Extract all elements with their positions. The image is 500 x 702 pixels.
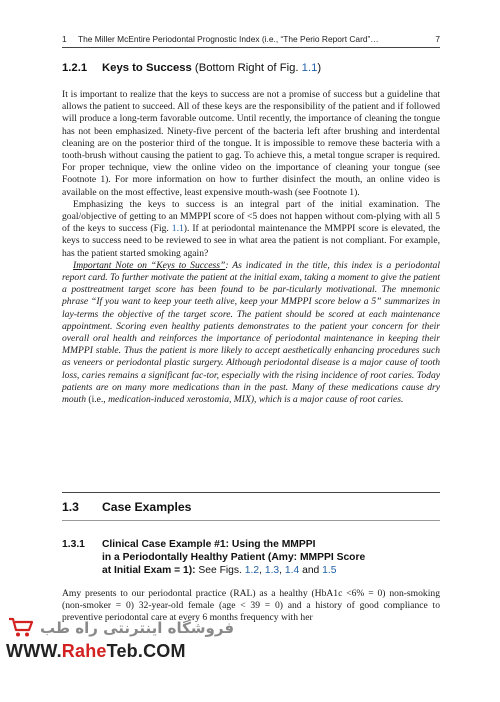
paragraph-important-note: [62, 260, 440, 406]
section-number: 1.3: [62, 500, 79, 514]
header-rule: [62, 47, 440, 48]
figure-link-1-4[interactable]: 1.4: [284, 565, 300, 577]
paragraph-emphasizing: [62, 199, 440, 260]
section-rule-bottom: [62, 520, 440, 521]
section-rule-top: [62, 492, 440, 493]
shopping-cart-icon: [8, 616, 34, 638]
paragraph-keys-intro: It is important to realize that the keys to success are not a promise of success but a guideline that allows the patient to succeed. All of these keys are the responsibility of the patient and if followed will produce a long-term favorable outcome. Until recently, the importance of cleaning the tongue has not been emphasized. Ninety-five percent of the bacteria left after brushing and interdental cleaning are on the posterior third of the tongue. It is impossible to remove these bacteria with a tooth-brush without causing the patient to gag. To achieve this, a metal tongue scraper is required. For proper technique, view the online video on the importance of cleaning your tongue (see Footnote 1). For more information on how to further disinfect the mouth, an online video is available on the most effective, least expensive mouth-wash (see Footnote 1).: [62, 89, 440, 198]
figure-link-1-1[interactable]: 1.1: [301, 62, 318, 74]
watermark-rahe: Rahe: [61, 641, 107, 661]
figure-link-1-1-inline[interactable]: 1.1: [171, 223, 184, 235]
heading-sep: ,: [279, 565, 285, 577]
note-text-ie: (i.e.,: [88, 394, 106, 406]
note-text: : As indicated in the title, this index is a periodontal report card. To further motivate the patient at the initial exam, taking a moment to give the patient a posttreatment target score has been found to be par-ticularly motivational. The mnemonic phrase “If you want to keep your teeth alive, keep your MMPPI score below a 5” summarizes in lay-terms the objective of the target score. The patient should be scored at each maintenance appointment. Scoring even healthy patients demonstrates to the patient your concern for their overall oral health and reinforces the importance of periodontal maintenance in keeping their MMPPI stable. Thus the patient is more likely to accept aesthetically enhancing procedures such as veneers or periodontal plastic surgery. Although periodontal disease is a major cause of tooth loss, caries remains a significant fac-tor, especially with the rising incidence of root caries. Today patients are on many more medications than in the past. Many of these medications cause dry mouth: [62, 259, 440, 406]
chapter-number: 1: [62, 34, 67, 44]
watermark-www: WWW.: [6, 641, 62, 661]
heading-line-2: in a Periodontally Healthy Patient (Amy: MMPPI Score: [102, 552, 366, 564]
watermark-com: .COM: [137, 641, 186, 661]
body-text-1: [62, 89, 440, 406]
section-title-bold: Keys to Success: [102, 62, 192, 74]
section-subtitle-close: ): [317, 62, 322, 74]
watermark-url: [6, 641, 186, 662]
section-title: [102, 62, 321, 74]
note-label: Important Note on “Keys to Success”: [73, 259, 226, 271]
heading-sep: ,: [259, 565, 265, 577]
heading-and: and: [299, 565, 323, 577]
page-number: 7: [435, 34, 440, 44]
watermark: [0, 612, 235, 702]
heading-see: See Figs.: [195, 565, 245, 577]
paragraph-text: ). If at periodontal maintenance the MMPPI score is elevated, the keys to success need to be reviewed to see in what area the patient is not compliant. For example, has the patient started smoking again?: [62, 223, 440, 259]
watermark-persian: فروشگاه اینترنتی راه طب: [40, 619, 235, 637]
section-title: Case Examples: [102, 500, 192, 514]
paragraph-amy: Amy presents to our periodontal practice (RAL) as a healthy (HbA1c <6% = 0) non-smoking (non-smoker = 0) 32-year-old female (age < 39 = 0) and a history of good compliance to preventive periodontal care at every 6 months frequency with her: [62, 588, 440, 624]
section-number: 1.2.1: [62, 62, 88, 74]
figure-link-1-2[interactable]: 1.2: [244, 565, 260, 577]
figure-link-1-3[interactable]: 1.3: [264, 565, 280, 577]
section-number: 1.3.1: [62, 539, 85, 550]
heading-line-1: Clinical Case Example #1: Using the MMPPI: [102, 539, 316, 550]
figure-link-1-5[interactable]: 1.5: [322, 565, 337, 577]
note-text-end: medication-induced xerostomia, MIX), which is a major cause of root caries.: [105, 394, 404, 406]
section-subtitle: (Bottom Right of Fig.: [191, 62, 302, 74]
heading-line-3: at Initial Exam = 1):: [102, 565, 196, 577]
chapter-title: The Miller McEntire Periodontal Prognostic Index (i.e., “The Perio Report Card”…: [78, 34, 379, 44]
watermark-teb: Teb: [106, 641, 138, 661]
section-title: [102, 538, 365, 578]
paragraph-text: Emphasizing the keys to success is an integral part of the initial examination. The goal/objective of getting to an MMPPI score of <5 does not happen without com-plying with all 5 of the keys to success (Fig.: [62, 198, 440, 235]
